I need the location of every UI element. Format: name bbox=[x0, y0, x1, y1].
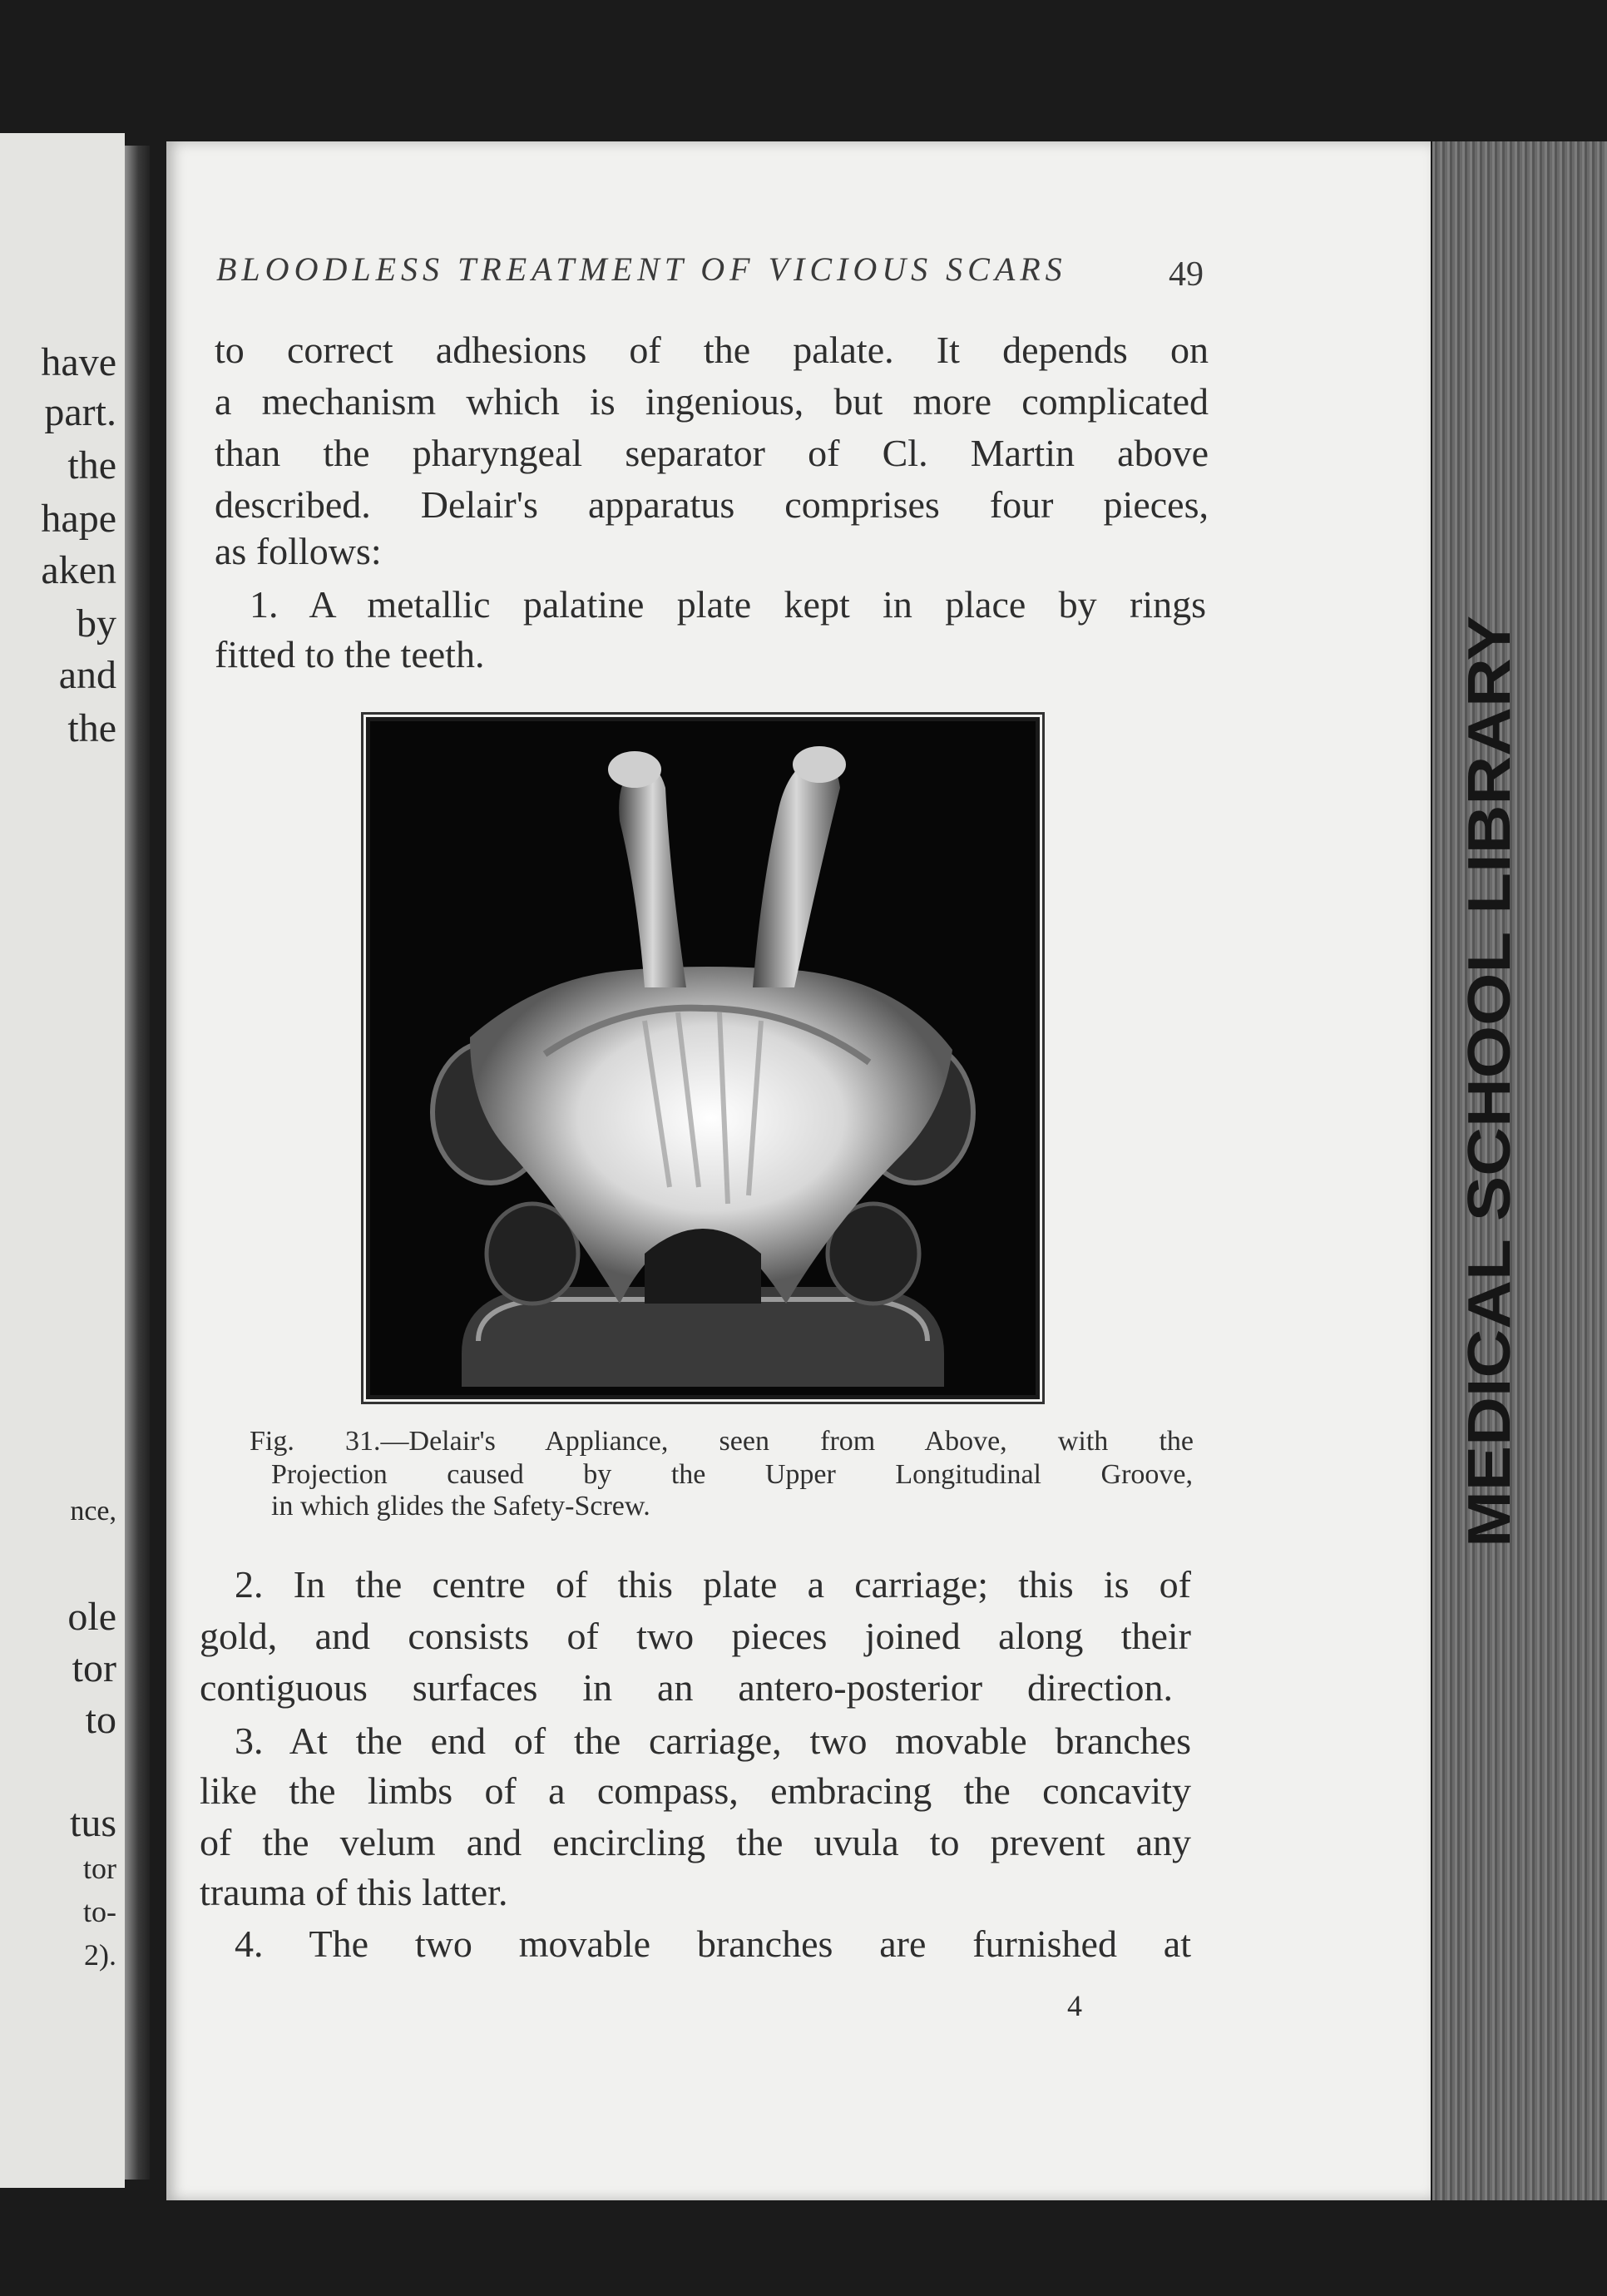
left-page-fragment: ole bbox=[67, 1595, 116, 1639]
figure-caption: in which glides the Safety-Screw. bbox=[271, 1491, 650, 1522]
text-line: 1. A metallic palatine plate kept in place by rings bbox=[250, 583, 1206, 626]
left-page-fragment: the bbox=[67, 443, 116, 487]
text-line: to correct adhesions of the palate. It depends on bbox=[215, 329, 1209, 371]
figure-photograph bbox=[366, 717, 1040, 1399]
library-stamp bbox=[1456, 607, 1547, 1556]
left-page-fragment: 2). bbox=[84, 1938, 116, 1972]
book-gutter bbox=[125, 146, 150, 2180]
left-page-fragment: the bbox=[67, 706, 116, 750]
left-page-fragment: to bbox=[85, 1698, 116, 1742]
left-page-fragment: part. bbox=[44, 390, 116, 434]
running-head: BLOODLESS TREATMENT OF VICIOUS SCARS bbox=[216, 250, 1067, 288]
text-line: trauma of this latter. bbox=[200, 1871, 508, 1913]
left-page-fragment: by bbox=[77, 601, 116, 646]
left-page-fragment: tus bbox=[69, 1801, 116, 1845]
figure-caption: Fig. 31.—Delair's Appliance, seen from Above, with the bbox=[250, 1426, 1194, 1457]
text-line: fitted to the teeth. bbox=[215, 633, 485, 675]
left-page-fragment: nce, bbox=[70, 1496, 116, 1527]
left-page-fragment: hape bbox=[41, 497, 116, 541]
text-line: 3. At the end of the carriage, two movable branches bbox=[235, 1720, 1191, 1762]
text-line: than the pharyngeal separator of Cl. Martin above bbox=[215, 432, 1209, 474]
library-stamp-text: MEDICAL SCHOOL LIBRARY bbox=[1456, 723, 1523, 1547]
left-page-fragment: have bbox=[41, 340, 116, 384]
left-facing-page bbox=[0, 133, 125, 2188]
text-line: a mechanism which is ingenious, but more complicated bbox=[215, 380, 1209, 423]
text-line: like the limbs of a compass, embracing the concavity bbox=[200, 1769, 1191, 1812]
left-page-fragment: aken bbox=[41, 548, 116, 592]
left-page-fragment: tor bbox=[72, 1646, 116, 1690]
figure-caption: Projection caused by the Upper Longitudinal Groove, bbox=[271, 1459, 1193, 1490]
text-line: as follows: bbox=[215, 530, 382, 572]
text-line: contiguous surfaces in an antero-posterior direction. bbox=[200, 1666, 1173, 1709]
text-line: described. Delair's apparatus comprises four pieces, bbox=[215, 483, 1209, 526]
appliance-image bbox=[370, 721, 1036, 1395]
library-stamp-graphic bbox=[1456, 607, 1547, 1556]
text-line: 4. The two movable branches are furnished at bbox=[235, 1922, 1191, 1965]
page-number: 49 bbox=[1169, 255, 1204, 294]
left-page-fragment: and bbox=[58, 653, 116, 697]
text-line: of the velum and encircling the uvula to prevent any bbox=[200, 1821, 1191, 1863]
left-page-fragment: to- bbox=[83, 1895, 116, 1928]
left-page-fragment: tor bbox=[83, 1852, 116, 1885]
text-line: 2. In the centre of this plate a carriage; this is of bbox=[235, 1563, 1191, 1606]
signature-mark: 4 bbox=[1067, 1989, 1082, 2022]
text-line: gold, and consists of two pieces joined along their bbox=[200, 1615, 1191, 1657]
